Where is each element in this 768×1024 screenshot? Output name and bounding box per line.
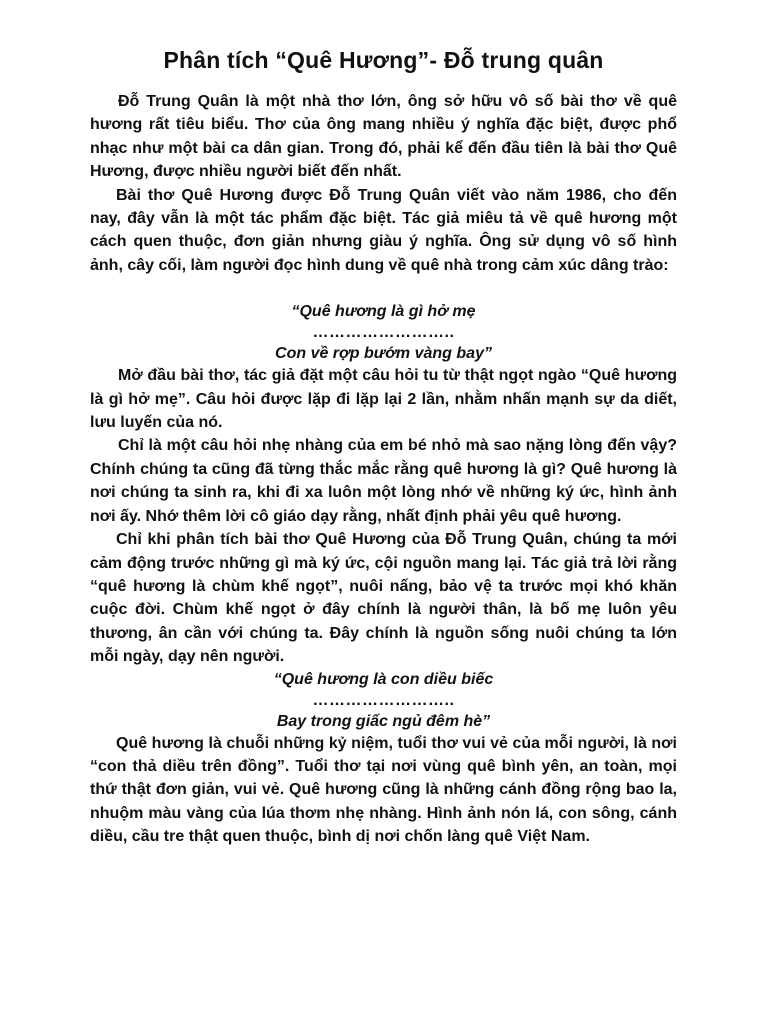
paragraph-intro: Đỗ Trung Quân là một nhà thơ lớn, ông sở hữu vô số bài thơ về quê hương rất tiêu biểu. Thơ của ông mang nhiều ý nghĩa đặc biệt, được phổ nhạc như một bài ca dân gian. Trong đó, phải kể đến đầu tiên là bài thơ Quê Hương, được nhiều người biết đến nhất. (90, 93, 677, 181)
verse-line: Con về rợp bướm vàng bay” (275, 345, 492, 363)
paragraph-memories: Quê hương là chuỗi những kỷ niệm, tuổi thơ vui vẻ của mỗi người, là nơi “con thả diều trên đồng”. Tuổi thơ tại nơi vùng quê bình yên, an toàn, mọi thứ thật đơn giản, vui vẻ. Quê hương cũng là những cánh đồng rộng bao la, nhuộm màu vàng của lúa thơm nhẹ nhàng. Hình ảnh nón lá, con sông, cánh diều, cầu tre thật quen thuộc, bình dị nơi chốn làng quê Việt Nam. (90, 734, 677, 846)
verse-spacer (90, 277, 677, 301)
paragraph-child-question: Chỉ là một câu hỏi nhẹ nhàng của em bé nhỏ mà sao nặng lòng đến vậy? Chính chúng ta cũng đã từng thắc mắc rằng quê hương là gì? Quê hương là nơi chúng ta sinh ra, khi đi xa luôn một lòng nhớ về những ký ức, hình ảnh nơi ấy. Nhớ thêm lời cô giáo dạy rằng, nhất định phải yêu quê hương. (90, 437, 677, 525)
paragraph-star-fruit: Chỉ khi phân tích bài thơ Quê Hương của Đỗ Trung Quân, chúng ta mới cảm động trước những gì mà ký ức, cội nguồn mang lại. Tác giả trả lời rằng “quê hương là chùm khế ngọt”, nuôi nấng, bảo vệ ta trước mọi khó khăn cuộc đời. Chùm khế ngọt ở đây chính là người thân, là bố mẹ luôn yêu thương, ân cần với chúng ta. Đây chính là nguồn sống nuôi chúng ta lớn mỗi ngày, dạy nên người. (90, 531, 677, 666)
verse-line: “Quê hương là gì hở mẹ (291, 303, 476, 321)
verse-ellipsis: …………………….. (312, 691, 455, 709)
document-title: Phân tích “Quê Hương”- Đỗ trung quân (163, 47, 604, 73)
verse-line: “Quê hương là con diều biếc (273, 670, 494, 688)
verse-ellipsis: …………………….. (312, 324, 455, 342)
paragraph-background: Bài thơ Quê Hương được Đỗ Trung Quân viết vào năm 1986, cho đến nay, đây vẫn là một tác phẩm đặc biệt. Tác giả miêu tả về quê hương một cách quen thuộc, đơn giản nhưng giàu ý nghĩa. Ông sử dụng vô số hình ảnh, cây cối, làm người đọc hình dung về quê nhà trong cảm xúc dâng trào: (90, 186, 677, 274)
verse-line: Bay trong giấc ngủ đêm hè” (276, 712, 491, 730)
document-page (90, 44, 677, 849)
paragraph-opening-question: Mở đầu bài thơ, tác giả đặt một câu hỏi tu từ thật ngọt ngào “Quê hương là gì hở mẹ”. Câu hỏi được lặp đi lặp lại 2 lần, nhằm nhấn mạnh sự da diết, lưu luyến của nó. (90, 367, 677, 432)
verse-block-2 (90, 669, 677, 732)
verse-block-1 (90, 301, 677, 364)
